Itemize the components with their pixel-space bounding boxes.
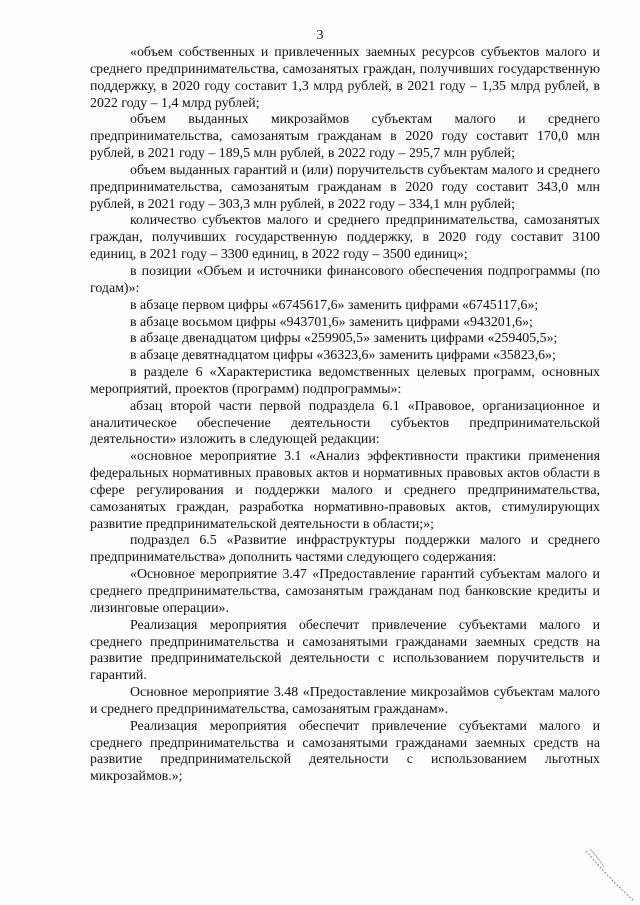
- paragraph: в абзаце двенадцатом цифры «259905,5» заменить цифрами «259405,5»;: [130, 331, 558, 347]
- paragraph: «Основное мероприятие 3.47 «Предоставление гарантий субъектам малого и среднего предпринимательства, самозанятым гражданам под банковские кредиты и лизинговые операции».: [90, 567, 600, 616]
- paragraph: объем выданных микрозаймов субъектам малого и среднего предпринимательства, самозанятым гражданам в 2020 году составит 170,0 млн рублей, в 2021 году – 189,5 млн рублей, в 2022 году – 295,7 млн рублей;: [90, 112, 600, 162]
- paragraph: в абзаце девятнадцатом цифры «36323,6» заменить цифрами «35823,6»;: [130, 348, 556, 364]
- paragraph: количество субъектов малого и среднего предпринимательства, самозанятых граждан, получивших государственную поддержку, в 2020 году составит 3100 единиц, в 2021 году – 3300 единиц, в 2022 году – 3500 единиц»;: [90, 213, 600, 263]
- page-number: 3: [316, 28, 324, 43]
- paragraph: Реализация мероприятия обеспечит привлечение субъектами малого и среднего предпринимательства и самозанятыми гражданами заемных средств на развитие предпринимательской деятельности с использованием льготных микрозаймов.»;: [90, 718, 600, 785]
- paragraph: подраздел 6.5 «Развитие инфраструктуры поддержки малого и среднего предпринимательства» дополнить частями следующего содержания:: [90, 533, 600, 566]
- paragraph: Реализация мероприятия обеспечит привлечение субъектами малого и среднего предпринимательства и самозанятыми гражданами заемных средств на развитие предпринимательской деятельности с использованием поручительств и гарантий.: [90, 617, 600, 684]
- paragraph: в абзаце первом цифры «6745617,6» заменить цифрами «6745117,6»;: [130, 297, 539, 313]
- paragraph: «объем собственных и привлеченных заемных ресурсов субъектов малого и среднего предпринимательства, самозанятых граждан, получивших государственную поддержку, в 2020 году составит 1,3 млрд рублей, в 2021 году – 1,35 млрд рублей, в 2022 году – 1,4 млрд рублей;: [90, 45, 600, 111]
- document-body: [90, 45, 600, 786]
- paragraph: в позиции «Объем и источники финансового обеспечения подпрограммы (по годам)»:: [90, 263, 600, 296]
- pen-mark-icon: [580, 845, 640, 905]
- paragraph: объем выданных гарантий и (или) поручительств субъектам малого и среднего предпринимательства, самозанятым гражданам в 2020 году составит 343,0 млн рублей, в 2021 году – 303,3 млн рублей, в 2022 году – 334,1 млн рублей;: [90, 162, 600, 212]
- paragraph: в разделе 6 «Характеристика ведомственных целевых программ, основных мероприятий, проектов (программ) подпрограммы»:: [90, 365, 600, 397]
- paragraph: Основное мероприятие 3.48 «Предоставление микрозаймов субъектам малого и среднего предпринимательства, самозанятым гражданам».: [90, 685, 600, 717]
- paragraph: абзац второй части первой подраздела 6.1 «Правовое, организационное и аналитическое обеспечение деятельности субъектов предпринимательской деятельности» изложить в следующей редакции:: [90, 398, 600, 448]
- paragraph: в абзаце восьмом цифры «943701,6» заменить цифрами «943201,6»;: [130, 314, 533, 330]
- paragraph: «основное мероприятие 3.1 «Анализ эффективности практики применения федеральных нормативных правовых актов и нормативных правовых актов области в сфере регулирования и поддержки малого и среднего предпринимательства, самозанятых граждан, разработка нормативно-правовых актов, стимулирующих развитие предпринимательской деятельности в области;»;: [90, 449, 600, 532]
